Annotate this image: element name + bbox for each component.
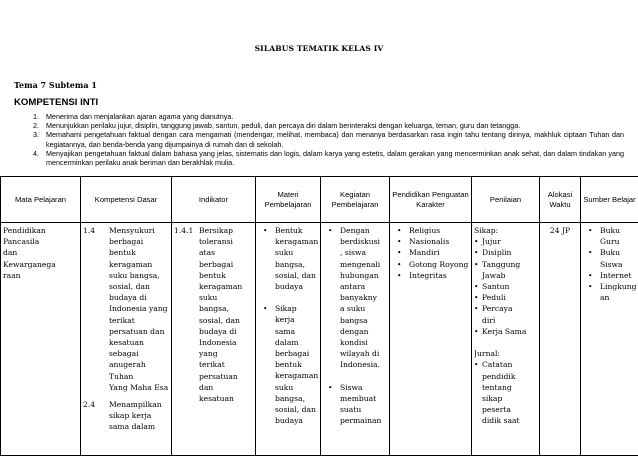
sikap-line: • Kerja Sama: [482, 326, 537, 337]
header-sumber-belajar: Sumber Belajar: [581, 177, 638, 223]
indikator-number: 1.4.1: [174, 225, 193, 236]
kd-line: Mensyukuri: [109, 225, 169, 236]
sikap-line: • Santun: [482, 281, 537, 292]
sikap-line: • Disiplin: [482, 247, 537, 258]
kd-line: Indonesia yang: [109, 303, 169, 314]
mata-pelajaran-line: raan: [3, 270, 78, 281]
header-pendidikan-karakter: Pendidikan Penguatan Karakter: [390, 177, 472, 223]
sikap-item: [474, 303, 537, 325]
kegiatan-line: • Siswa: [340, 382, 387, 393]
materi-line: suku: [275, 382, 318, 393]
kegiatan-line: , siswa: [340, 247, 387, 258]
mata-pelajaran-line: Pendidikan: [3, 225, 78, 236]
kd-item: [83, 399, 169, 433]
mata-pelajaran-line: dan: [3, 247, 78, 258]
materi-line: sama: [275, 326, 318, 337]
materi-list: [258, 225, 318, 426]
indikator-line: Indonesia: [199, 337, 253, 348]
sumber-list: [583, 225, 636, 303]
mata-pelajaran-line: Kewarganega: [3, 259, 78, 270]
cell-kompetensi-dasar: [81, 223, 172, 456]
kegiatan-line: banyakny: [340, 292, 387, 303]
kegiatan-line: berdiskusi: [340, 236, 387, 247]
header-alokasi-waktu: Alokasi Waktu: [540, 177, 581, 223]
cell-penilaian: [472, 223, 540, 456]
indikator-line: atas: [199, 247, 253, 258]
sumber-item: [583, 247, 636, 269]
jurnal-line: tentang: [482, 382, 537, 393]
kd-line: anugerah Tuhan: [109, 359, 169, 381]
kd-line: sosial, dan: [109, 281, 169, 292]
alokasi-waktu-value: 24 JP: [550, 226, 570, 235]
jurnal-line: pendidik: [482, 371, 537, 382]
materi-line: keragaman: [275, 370, 318, 381]
kd-line: sikap kerja: [109, 410, 169, 421]
karakter-item: • Gotong Royong: [392, 259, 469, 270]
sikap-list: [474, 236, 537, 337]
cell-materi: [256, 223, 321, 456]
karakter-list: [392, 225, 469, 281]
kompetensi-inti-list: [26, 112, 624, 167]
indikator-line: toleransi: [199, 236, 253, 247]
sikap-item: [474, 259, 537, 281]
list-item-text: Menerima dan menjalankan ajaran agama yang dianutnya.: [46, 112, 233, 121]
page-title: SILABUS TEMATIK KELAS IV: [0, 44, 638, 53]
mata-pelajaran-line: Pancasila: [3, 236, 78, 247]
spacer: [474, 337, 537, 348]
materi-line: • Bentuk: [275, 225, 318, 236]
kd-item: [83, 225, 169, 393]
kd-line: budaya di: [109, 292, 169, 303]
sikap-item: [474, 247, 537, 258]
header-indikator: Indikator: [172, 177, 256, 223]
indikator-line: kesatuan: [199, 393, 253, 404]
materi-line: suku: [275, 247, 318, 258]
indikator-line: keragaman: [199, 281, 253, 292]
jurnal-line: didik saat: [482, 415, 537, 426]
jurnal-line: peserta: [482, 404, 537, 415]
materi-line: bentuk: [275, 359, 318, 370]
jurnal-label: Jurnal:: [474, 348, 537, 359]
kegiatan-line: a suku: [340, 303, 387, 314]
kegiatan-line: hubungan: [340, 270, 387, 281]
materi-line: keragaman: [275, 236, 318, 247]
sikap-line: • Tanggung: [482, 259, 537, 270]
header-kegiatan: Kegiatan Pembelajaran: [321, 177, 390, 223]
kompetensi-inti-heading: KOMPETENSI INTI: [14, 97, 98, 108]
sikap-line: • Jujur: [482, 236, 537, 247]
kegiatan-item: [323, 225, 387, 371]
list-item: [26, 112, 624, 121]
sumber-line: • Buku: [600, 247, 636, 258]
sikap-label: Sikap:: [474, 225, 537, 236]
kegiatan-line: bangsa: [340, 315, 387, 326]
kd-line: persatuan dan: [109, 326, 169, 337]
cell-alokasi-waktu: [540, 223, 581, 456]
kegiatan-line: suatu: [340, 404, 387, 415]
indikator-line: persatuan: [199, 371, 253, 382]
sumber-line: Guru: [600, 236, 636, 247]
jurnal-item: [474, 359, 537, 426]
kd-line: suku bangsa,: [109, 270, 169, 281]
indikator-line: Bersikap: [199, 225, 253, 236]
sikap-line: • Percaya: [482, 303, 537, 314]
kd-line: kesatuan: [109, 337, 169, 348]
materi-line: dalam: [275, 337, 318, 348]
list-item: [26, 149, 624, 167]
kegiatan-line: permainan: [340, 415, 387, 426]
kd-line: Yang Maha Esa: [109, 382, 169, 393]
sumber-line: • Lingkung: [600, 281, 636, 292]
sikap-item: [474, 236, 537, 247]
materi-line: berbagai: [275, 348, 318, 359]
sumber-line: an: [600, 292, 636, 303]
materi-line: bangsa,: [275, 393, 318, 404]
spacer: [323, 371, 387, 382]
jurnal-list: [474, 359, 537, 426]
sumber-line: Siswa: [600, 259, 636, 270]
materi-line: budaya: [275, 281, 318, 292]
kegiatan-line: mengenali: [340, 259, 387, 270]
indikator-item: [174, 225, 253, 404]
kd-line: sama dalam: [109, 421, 169, 432]
indikator-line: yang: [199, 348, 253, 359]
materi-line: budaya: [275, 415, 318, 426]
list-item: [26, 130, 624, 148]
list-item-text: Menunjukkan perilaku jujur, disiplin, tanggung jawab, santun, peduli, dan percaya diri dalam berinteraksi dengan keluarga, teman, guru dan tetangga.: [46, 121, 520, 130]
sikap-line: diri: [482, 315, 537, 326]
sikap-item: [474, 292, 537, 303]
cell-mata-pelajaran: [1, 223, 81, 456]
kegiatan-list: [323, 225, 387, 426]
kegiatan-item: [323, 382, 387, 427]
kegiatan-line: Indonesia.: [340, 359, 387, 370]
silabus-table: [0, 176, 638, 456]
karakter-item: • Integritas: [392, 270, 469, 281]
kd-number: 1.4: [83, 225, 95, 236]
kd-line: Menampilkan: [109, 399, 169, 410]
header-kompetensi-dasar: Kompetensi Dasar: [81, 177, 172, 223]
jurnal-line: • Catatan: [482, 359, 537, 370]
materi-line: sosial, dan: [275, 270, 318, 281]
karakter-item: • Nasionalis: [392, 236, 469, 247]
kegiatan-line: dengan: [340, 326, 387, 337]
kegiatan-line: • Dengan: [340, 225, 387, 236]
kd-number: 2.4: [83, 399, 95, 410]
table-row: [1, 223, 638, 456]
indikator-line: bangsa,: [199, 303, 253, 314]
sumber-item: [583, 225, 636, 247]
materi-line: sosial, dan: [275, 404, 318, 415]
indikator-line: suku: [199, 292, 253, 303]
kd-line: sebagai: [109, 348, 169, 359]
indikator-line: berbagai: [199, 259, 253, 270]
karakter-item: • Religius: [392, 225, 469, 236]
indikator-line: dan: [199, 382, 253, 393]
cell-sumber-belajar: [581, 223, 638, 456]
subtheme-heading: Tema 7 Subtema 1: [14, 80, 97, 90]
sumber-line: • Internet: [600, 270, 636, 281]
kd-line: berbagai bentuk: [109, 236, 169, 258]
indikator-line: sosial, dan: [199, 315, 253, 326]
sikap-line: • Peduli: [482, 292, 537, 303]
header-mata-pelajaran: Mata Pelajaran: [1, 177, 81, 223]
kd-line: keragaman: [109, 259, 169, 270]
spacer: [258, 292, 318, 303]
karakter-item: • Mandiri: [392, 247, 469, 258]
sikap-item: [474, 281, 537, 292]
list-item-text: Memahami pengetahuan faktual dengan cara mengamati (mendengar, melihat, membaca) dan menanya berdasarkan rasa ingin tahu tentang dirinya, makhluk ciptaan Tuhan dan kegiatannya, dan benda-benda yang dijumpainya di rumah dan di sekolah.: [46, 130, 624, 148]
sikap-item: [474, 326, 537, 337]
cell-indikator: [172, 223, 256, 456]
list-item: [26, 121, 624, 130]
kegiatan-line: wilayah di: [340, 348, 387, 359]
materi-item: [258, 225, 318, 292]
sumber-line: • Buku: [600, 225, 636, 236]
header-penilaian: Penilaian: [472, 177, 540, 223]
kegiatan-line: kondisi: [340, 337, 387, 348]
materi-line: • Sikap kerja: [275, 303, 318, 325]
list-item-number: 3.: [33, 130, 39, 139]
kegiatan-line: antara: [340, 281, 387, 292]
kd-line: terikat: [109, 315, 169, 326]
header-materi: Materi Pembelajaran: [256, 177, 321, 223]
table-header-row: [1, 177, 638, 223]
list-item-number: 4.: [33, 149, 39, 158]
cell-kegiatan: [321, 223, 390, 456]
jurnal-line: sikap: [482, 393, 537, 404]
materi-item: [258, 303, 318, 426]
cell-pendidikan-karakter: [390, 223, 472, 456]
indikator-line: budaya di: [199, 326, 253, 337]
indikator-line: terikat: [199, 359, 253, 370]
sumber-item: [583, 281, 636, 303]
list-item-text: Menyajikan pengetahuan faktual dalam bahasa yang jelas, sistematis dan logis, dalam karya yang estetis, dalam gerakan yang mencerminkan anak sehat, dan dalam tindakan yang mencerminkan perilaku anak beriman dan berakhlak mulia.: [46, 149, 624, 167]
sikap-line: Jawab: [482, 270, 537, 281]
list-item-number: 2.: [33, 121, 39, 130]
kegiatan-line: membuat: [340, 393, 387, 404]
indikator-line: bentuk: [199, 270, 253, 281]
materi-line: bangsa,: [275, 259, 318, 270]
list-item-number: 1.: [33, 112, 39, 121]
sumber-item: [583, 270, 636, 281]
